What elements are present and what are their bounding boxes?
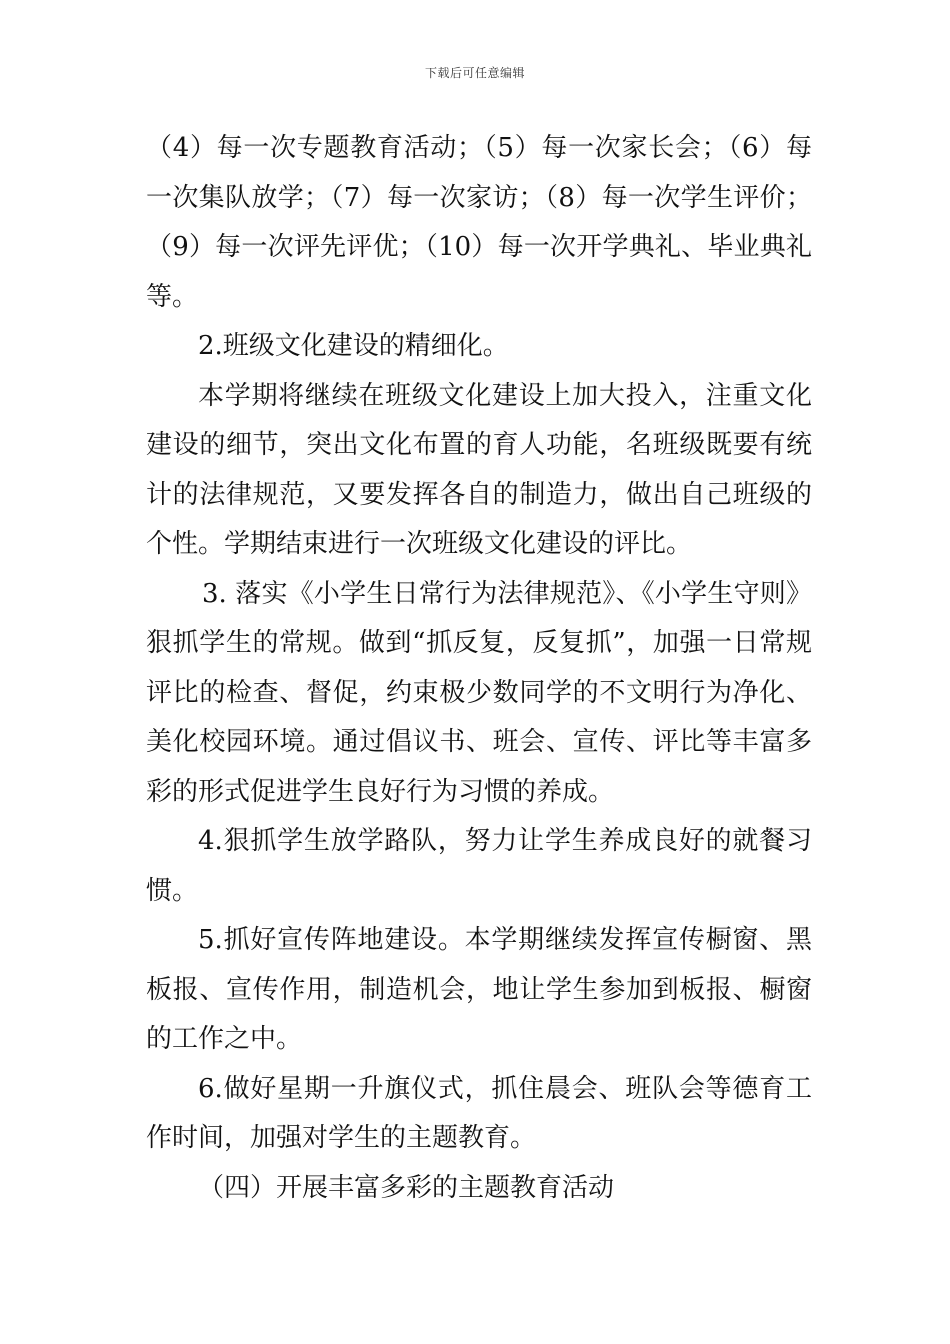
paragraph-flag-ceremony: 6.做好星期一升旗仪式，抓住晨会、班队会等德育工作时间，加强对学生的主题教育。	[146, 1073, 812, 1153]
section-heading-theme-activities: （四）开展丰富多彩的主题教育活动	[198, 1172, 615, 1203]
paragraph-activities-list: （4）每一次专题教育活动；（5）每一次家长会；（6）每一次集队放学；（7）每一次家访；（8）每一次学生评价；（9）每一次评先评优；（10）每一次开学典礼、毕业典礼等。	[146, 133, 812, 312]
document-body	[146, 124, 812, 1213]
paragraph-dismissal-queue: 4.狠抓学生放学路队，努力让学生养成良好的就餐习惯。	[146, 826, 812, 906]
paragraph-class-culture: 本学期将继续在班级文化建设上加大投入，注重文化建设的细节，突出文化布置的育人功能，名班级既要有统计的法律规范，又要发挥各自的制造力，做出自己班级的个性。学期结束进行一次班级文化建设的评比。	[146, 380, 812, 559]
page-header: 下载后可任意编辑	[424, 66, 525, 80]
paragraph-student-norms: 3. 落实《小学生日常行为法律规范》、《小学生守则》狠抓学生的常规。做到“抓反复，反复抓”，加强一日常规评比的检查、督促，约束极少数同学的不文明行为净化、美化校园环境。通过倡议书、班会、宣传、评比等丰富多彩的形式促进学生良好行为习惯的养成。	[146, 578, 812, 807]
paragraph-heading-class-culture: 2.班级文化建设的精细化。	[198, 331, 509, 361]
paragraph-publicity: 5.抓好宣传阵地建设。本学期继续发挥宣传橱窗、黑板报、宣传作用，制造机会，地让学生参加到板报、橱窗的工作之中。	[146, 925, 812, 1054]
